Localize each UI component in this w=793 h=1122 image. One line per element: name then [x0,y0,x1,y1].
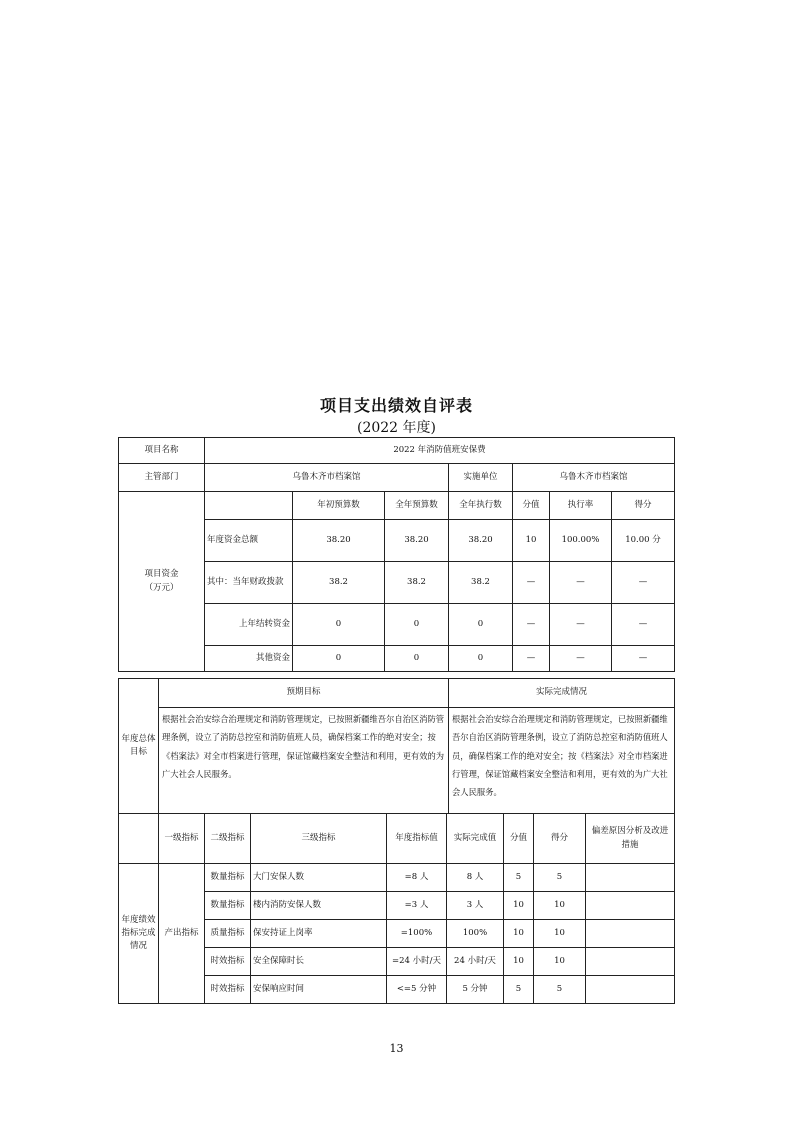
funds-label: 项目资金 [144,569,179,580]
funds-cell: 0 [449,646,513,672]
perf-target: =3 人 [387,892,447,920]
funds-header: 全年预算数 [385,492,449,520]
goals-label: 年度总体目标 [119,679,159,814]
perf-target: =100% [387,920,447,948]
funds-cell: 38.20 [385,520,449,562]
perf-actual: 3 人 [447,892,504,920]
perf-score-value: 10 [504,920,534,948]
page-title: 项目支出绩效自评表 [319,396,473,415]
perf-level2: 数量指标 [205,892,251,920]
perf-header: 三级指标 [251,814,387,864]
perf-note [586,864,675,892]
impl-unit-label: 实施单位 [449,464,513,492]
funds-cell: 38.2 [293,562,385,604]
funds-cell: — [550,562,612,604]
perf-target: <=5 分钟 [387,976,447,1004]
funds-header: 得分 [612,492,675,520]
perf-level2: 质量指标 [205,920,251,948]
perf-header: 分值 [504,814,534,864]
perf-level2: 数量指标 [205,864,251,892]
funds-cell: — [550,646,612,672]
funds-cell: 0 [385,604,449,646]
funds-cell: 100.00% [550,520,612,562]
perf-level3: 楼内消防安保人数 [251,892,387,920]
funds-header: 分值 [513,492,550,520]
impl-unit-value: 乌鲁木齐市档案馆 [513,464,675,492]
perf-note [586,948,675,976]
perf-header: 一级指标 [159,814,205,864]
perf-score-value: 5 [504,976,534,1004]
perf-score-value: 10 [504,892,534,920]
actual-goal-header: 实际完成情况 [449,679,675,708]
perf-level3: 大门安保人数 [251,864,387,892]
perf-actual: 8 人 [447,864,504,892]
funds-header: 执行率 [550,492,612,520]
perf-score: 5 [534,864,586,892]
perf-score: 5 [534,976,586,1004]
funds-cell: 0 [449,604,513,646]
perf-level2: 时效指标 [205,976,251,1004]
dept-label: 主管部门 [119,464,205,492]
perf-header: 实际完成值 [447,814,504,864]
funds-cell: — [550,604,612,646]
dept-value: 乌鲁木齐市档案馆 [205,464,449,492]
perf-level1: 产出指标 [159,864,205,1004]
funds-row-name: 其中：当年财政拨款 [205,562,293,604]
actual-goal-text: 根据社会治安综合治理规定和消防管理规定，已按照新疆维吾尔自治区消防管理条例，设立了消防总控室和消防值班人员，确保档案工作的绝对安全；按《档案法》对全市档案进行管理，保证馆藏档案安全整洁和利用，更有效的为广大社会人民服务。 [449,708,675,814]
perf-level3: 安全保障时长 [251,948,387,976]
performance-table [118,813,675,1004]
project-name-value: 2022 年消防值班安保费 [205,438,675,464]
funds-header-blank [205,492,293,520]
funds-cell: — [612,562,675,604]
perf-score: 10 [534,892,586,920]
perf-header-blank [119,814,159,864]
funds-cell: — [513,562,550,604]
funds-cell: 38.2 [385,562,449,604]
funds-row-name: 年度资金总额 [205,520,293,562]
funds-cell: — [513,646,550,672]
funds-cell: 0 [293,646,385,672]
funds-label-unit: （万元） [144,582,179,593]
funds-table [118,437,675,672]
perf-note [586,920,675,948]
perf-level3: 保安持证上岗率 [251,920,387,948]
perf-actual: 24 小时/天 [447,948,504,976]
perf-score-value: 5 [504,864,534,892]
expected-goal-header: 预期目标 [159,679,449,708]
perf-score-value: 10 [504,948,534,976]
page-subtitle: (2022 年度) [356,420,436,436]
perf-header: 得分 [534,814,586,864]
perf-header: 二级指标 [205,814,251,864]
perf-level2: 时效指标 [205,948,251,976]
funds-cell: — [513,604,550,646]
perf-header: 偏差原因分析及改进措施 [586,814,675,864]
perf-note [586,892,675,920]
perf-target: =8 人 [387,864,447,892]
funds-cell: — [612,646,675,672]
project-name-label: 项目名称 [119,438,205,464]
perf-level3: 安保响应时间 [251,976,387,1004]
perf-actual: 100% [447,920,504,948]
perf-target: =24 小时/天 [387,948,447,976]
funds-cell: 38.2 [449,562,513,604]
perf-label: 年度绩效指标完成情况 [119,864,159,1004]
funds-cell: 38.20 [449,520,513,562]
page-number: 13 [389,1042,404,1055]
funds-cell: 10.00 分 [612,520,675,562]
funds-cell: 10 [513,520,550,562]
funds-header: 年初预算数 [293,492,385,520]
perf-note [586,976,675,1004]
perf-actual: 5 分钟 [447,976,504,1004]
perf-header: 年度指标值 [387,814,447,864]
funds-cell: 38.20 [293,520,385,562]
goals-table [118,678,675,814]
funds-row-name: 上年结转资金 [205,604,293,646]
funds-cell: — [612,604,675,646]
expected-goal-text: 根据社会治安综合治理规定和消防管理规定，已按照新疆维吾尔自治区消防管理条例，设立了消防总控室和消防值班人员，确保档案工作的绝对安全；按《档案法》对全市档案进行管理，保证馆藏档案安全整洁和利用，更有效的为广大社会人民服务。 [159,708,449,814]
perf-score: 10 [534,948,586,976]
perf-score: 10 [534,920,586,948]
funds-row-name: 其他资金 [205,646,293,672]
funds-cell: 0 [293,604,385,646]
funds-label-cell [119,492,205,672]
funds-cell: 0 [385,646,449,672]
funds-header: 全年执行数 [449,492,513,520]
